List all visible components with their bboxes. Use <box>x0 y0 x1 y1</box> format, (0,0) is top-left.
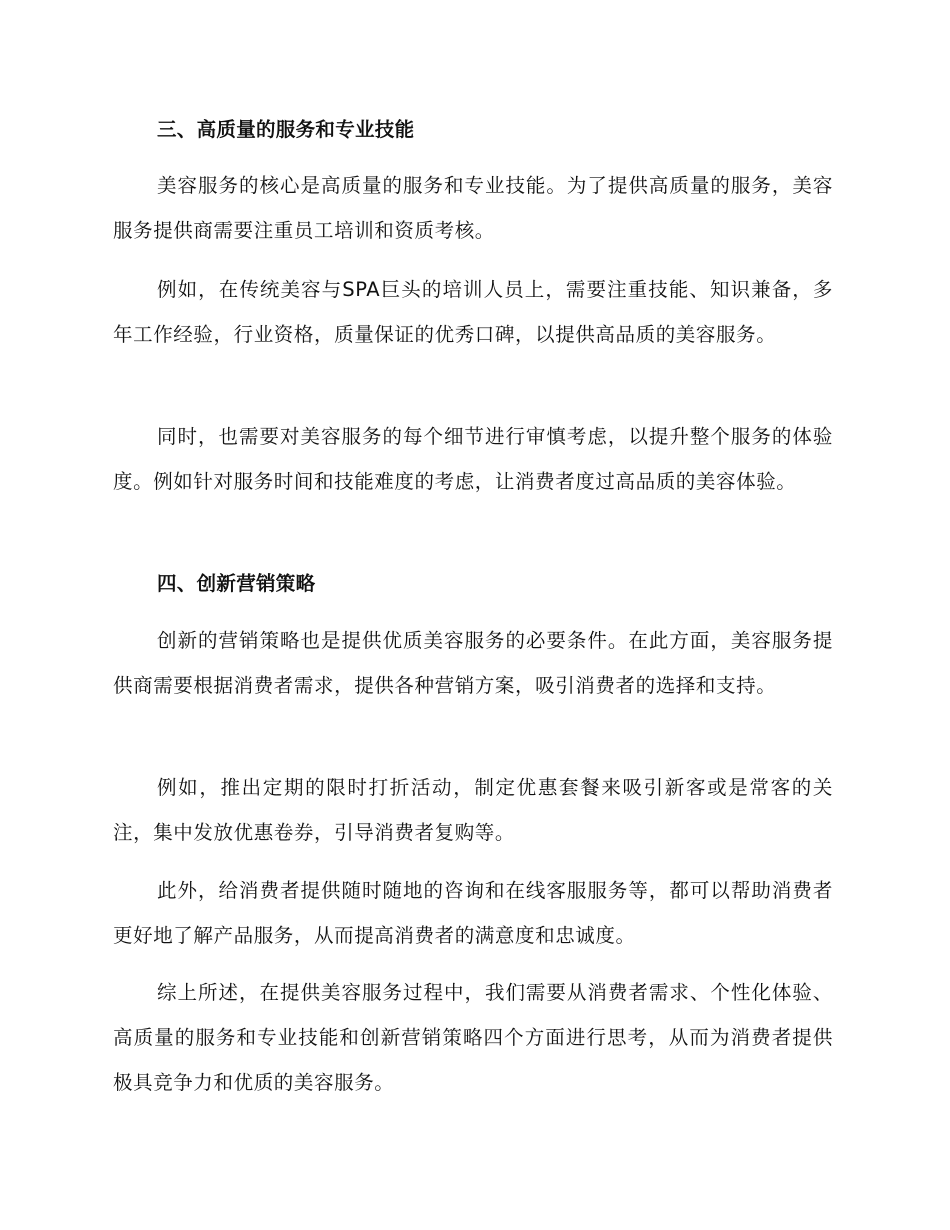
section-3-paragraph-1: 美容服务的核心是高质量的服务和专业技能。为了提供高质量的服务，美容服务提供商需要注重员工培训和资质考核。 <box>113 174 833 242</box>
section-3-heading: 三、高质量的服务和专业技能 <box>157 118 415 141</box>
summary-paragraph: 综上所述，在提供美容服务过程中，我们需要从消费者需求、个性化体验、高质量的服务和专业技能和创新营销策略四个方面进行思考，从而为消费者提供极具竞争力和优质的美容服务。 <box>113 981 833 1094</box>
section-4-heading: 四、创新营销策略 <box>157 572 316 595</box>
section-4-paragraph-1: 创新的营销策略也是提供优质美容服务的必要条件。在此方面，美容服务提供商需要根据消费者需求，提供各种营销方案，吸引消费者的选择和支持。 <box>113 629 833 697</box>
section-3-paragraph-3: 同时，也需要对美容服务的每个细节进行审慎考虑，以提升整个服务的体验度。例如针对服务时间和技能难度的考虑，让消费者度过高品质的美容体验。 <box>113 425 833 493</box>
section-4-paragraph-2: 例如，推出定期的限时打折活动，制定优惠套餐来吸引新客或是常客的关注，集中发放优惠卷券，引导消费者复购等。 <box>113 776 833 844</box>
section-4-paragraph-3: 此外，给消费者提供随时随地的咨询和在线客服服务等，都可以帮助消费者更好地了解产品服务，从而提高消费者的满意度和忠诚度。 <box>113 879 833 947</box>
section-3-paragraph-2: 例如，在传统美容与SPA巨头的培训人员上，需要注重技能、知识兼备，多年工作经验，行业资格，质量保证的优秀口碑，以提供高品质的美容服务。 <box>113 278 833 346</box>
